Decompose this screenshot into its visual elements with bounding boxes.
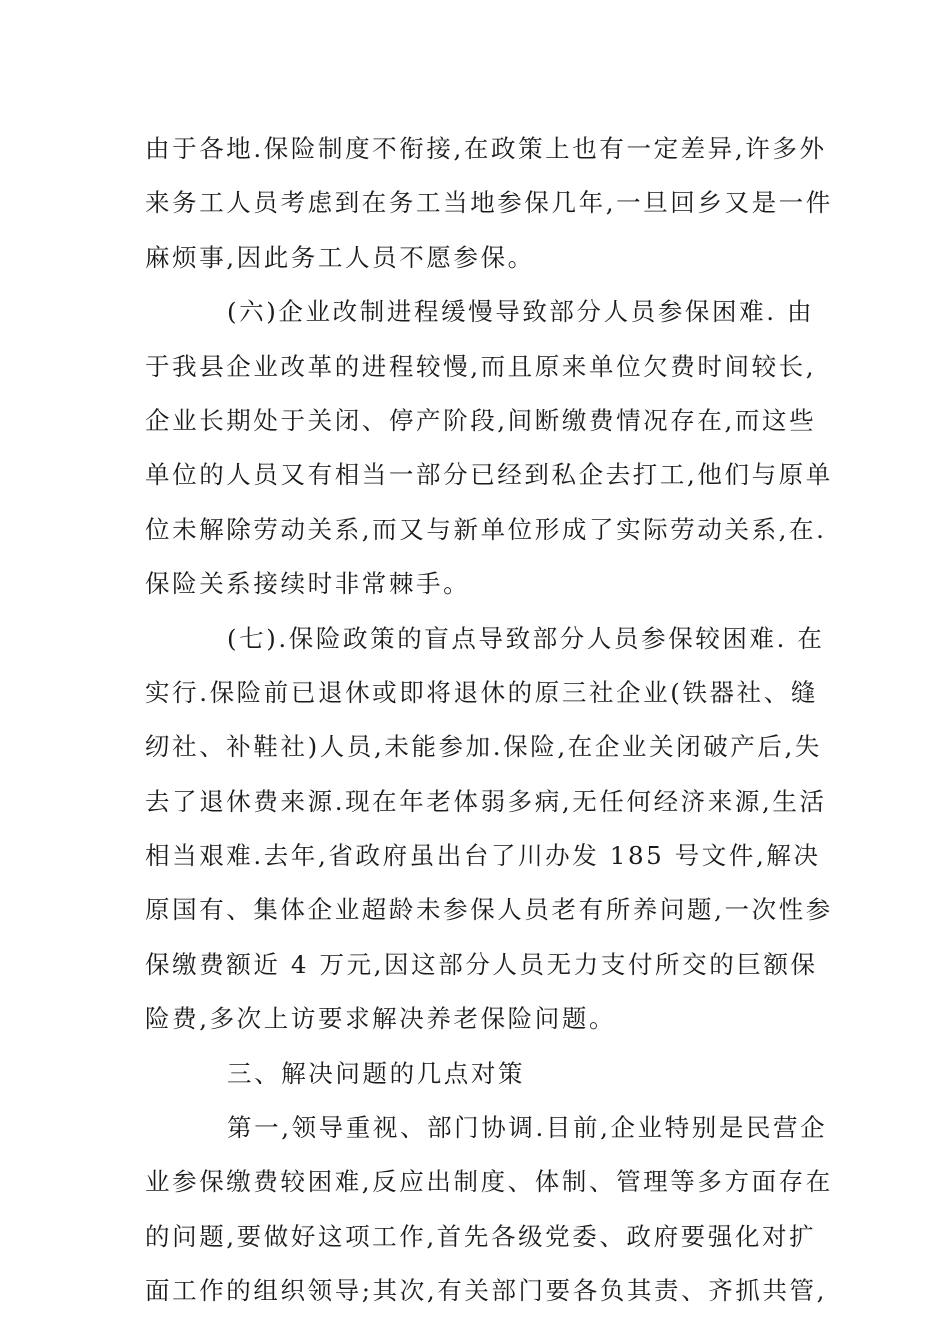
text-line: 面工作的组织领导;其次,有关部门要各负其责、齐抓共管, bbox=[145, 1276, 828, 1306]
text-line: 单位的人员又有相当一部分已经到私企去打工,他们与原单 bbox=[145, 460, 833, 490]
text-line: 业参保缴费较困难,反应出制度、体制、管理等多方面存在 bbox=[145, 1167, 833, 1197]
text-line: (六)企业改制进程缓慢导致部分人员参保困难. 由 bbox=[227, 297, 815, 327]
text-line: 险费,多次上访要求解决养老保险问题。 bbox=[145, 1004, 617, 1034]
text-line: 于我县企业改革的进程较慢,而且原来单位欠费时间较长, bbox=[145, 351, 817, 381]
text-line: 来务工人员考虑到在务工当地参保几年,一旦回乡又是一件 bbox=[145, 188, 833, 218]
text-line: 相当艰难.去年,省政府虽出台了川办发 185 号文件,解决 bbox=[145, 841, 821, 871]
text-line: 三、解决问题的几点对策 bbox=[227, 1058, 526, 1088]
text-line: 企业长期处于关闭、停产阶段,间断缴费情况存在,而这些 bbox=[145, 405, 817, 435]
text-line: 原国有、集体企业超龄未参保人员老有所养问题,一次性参 bbox=[145, 895, 833, 925]
text-line: (七).保险政策的盲点导致部分人员参保较困难. 在 bbox=[227, 623, 825, 653]
text-line: 实行.保险前已退休或即将退休的原三社企业(铁器社、缝 bbox=[145, 677, 818, 707]
text-line: 位未解除劳动关系,而又与新单位形成了实际劳动关系,在. bbox=[145, 514, 827, 544]
text-line: 保缴费额近 4 万元,因这部分人员无力支付所交的巨额保 bbox=[145, 949, 818, 979]
text-line: 第一,领导重视、部门协调.目前,企业特别是民营企 bbox=[227, 1113, 828, 1143]
body-text bbox=[145, 122, 833, 1319]
text-line: 由于各地.保险制度不衔接,在政策上也有一定差异,许多外 bbox=[145, 134, 827, 163]
text-line: 保险关系接续时非常棘手。 bbox=[145, 569, 471, 599]
text-line: 去了退休费来源.现在年老体弱多病,无任何经济来源,生活 bbox=[145, 786, 827, 816]
text-line: 的问题,要做好这项工作,首先各级党委、政府要强化对扩 bbox=[145, 1221, 817, 1251]
text-line: 麻烦事,因此务工人员不愿参保。 bbox=[145, 242, 535, 272]
text-line: 纫社、补鞋社)人员,未能参加.保险,在企业关闭破产后,失 bbox=[145, 732, 823, 762]
